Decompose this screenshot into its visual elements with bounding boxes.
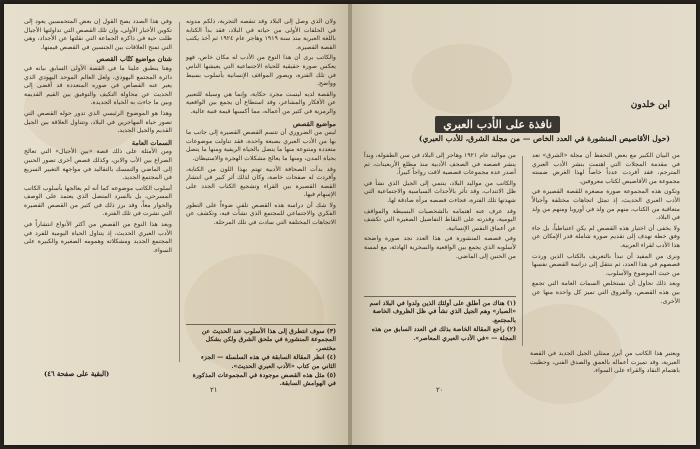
- paragraph: وقد بدأت الصحافة الأدبية تهتم بهذا اللون من الكتابة، وأفردت له صفحات خاصة، وكان لذلك أثر كبير في انتشار القصة القصيرة بين القراء وتشجيع الكتاب الجدد على الإسهام فيها.: [186, 165, 336, 199]
- footnote: (١) هناك من أطلق على أولئك الذين ولدوا في البلاد اسم «الصبار» وهم الجيل الذي نشأ في ظل الظروف الخاصة بالمجتمع.: [369, 300, 516, 324]
- left-page-column-right: [186, 18, 336, 318]
- paragraph: وهذا هو الموضوع الرئيسي الذي تدور حوله القصص التي تصور حياة المهاجرين في البلاد، وتتناول العلاقة بين الجيل القديم والجيل الجديد.: [24, 109, 172, 135]
- left-page-footnotes: [186, 328, 336, 388]
- right-page: [352, 4, 696, 445]
- paragraph: ومن الأمثلة على ذلك قصة «بين الأجيال» التي تعالج الصراع بين الأب والابن، وكذلك قصص أخرى تصور الحنين إلى الماضي والتمسك بالتقاليد في مواجهة التغيير السريع في المجتمع الجديد.: [24, 148, 172, 182]
- article-author: ابن خلدون: [630, 100, 670, 110]
- left-page: [4, 4, 348, 445]
- right-page-number: ٢٠: [436, 386, 444, 394]
- paragraph: والكاتب يرى أن هذا النوع من الأدب له مكان خاص، فهو يعكس صورة حقيقية للحياة الاجتماعية التي يعيشها الناس في تلك الفترة، ويصور المواقف الإنسانية بأسلوب بسيط وواضح.: [186, 54, 336, 88]
- paragraph: وفي هذا الصدد يصح القول إن بعض المتحمسين يعود إلى تكوين الأخبار الأولى، وإن تلك القصص التي تداولتها الأجيال ظلت حية في ذاكرة الجماعة التي نقلتها عن الأجداد، وهي التي تمنح العلاقات بين الجنسين في القصص قيمتها.: [24, 18, 172, 51]
- right-page-column-left: [364, 152, 516, 292]
- paragraph: وفي قصصه المنشورة في هذا العدد نجد صورة واضحة لأسلوبه الذي يجمع بين الواقعية والسخرية الهادئة، مع لمسة من الحنين إلى الماضي.: [364, 235, 516, 260]
- paragraph: وقد عرف عنه اهتمامه بالشخصيات البسيطة والمواقف اليومية، وقدرته على التقاط التفاصيل الصغيرة التي تكشف عن أعماق النفس الإنسانية.: [364, 207, 516, 232]
- paragraph: ليس من الضروري أن تتسم القصص القصيرة إلى جانب ما بها من الأدب العبري بصبغة واحدة، فقد تناولت موضوعات متعددة ومتنوعة منها ما يتصل بالحياة الريفية ومنها ما يتصل بحياة المدن، ومنها ما يعالج مشكلات الهجرة والاستيطان.: [186, 129, 336, 162]
- left-page-number: ٢١: [210, 386, 218, 394]
- footnote: (٣) سوف انتطرق إلى هذا الأسلوب عند الحديث عن المجموعة المنشورة في ملحق الشرق ولكن بشكل مختصر.: [201, 328, 336, 352]
- article-subtitle: (حول الأقاصيص المنشورة في العدد الخاص — من مجلة الشرق، للأدب العبري): [418, 134, 670, 143]
- document-spread: [4, 4, 696, 445]
- paragraph: من البيان الكبير مع بعض التحفظ أن مجلة «الشرق» تعد في مقدمة المجلات التي اهتمت بنشر الأدب العبري المترجم، فقد أفردت عدداً خاصاً لهذا الغرض ضمنته مجموعة من الأقاصيص لكتاب معروفين.: [532, 152, 680, 185]
- paragraph: ولا شك أن دراسة هذه القصص تلقي ضوءاً على التطور الفكري والاجتماعي للمجتمع الذي نشأت فيه، وتكشف عن الاتجاهات المختلفة التي سادت في تلك المرحلة.: [186, 201, 336, 227]
- paragraph: أسلوب الكاتب موضوعه كما أنه لم يعالجها بأسلوب الكاتب المسرحي، بل بالسرد المتصل الذي يعتمد على الوصف والحوار معاً، وقد برز ذلك في كثير من القصص القصيرة التي نشرت في تلك الفترة.: [24, 184, 172, 218]
- left-page-column-left: [24, 18, 172, 364]
- footnote: (٤) انظر المقالة السابقة في هذه السلسلة — الجزء الثاني من كتاب «الأدب العبري الحديث».: [201, 354, 336, 370]
- right-page-bottom-text: ويعتبر هذا الكاتب من أبرز ممثلي الجيل الجديد في القصة العبرية، وقد تميزت أعماله بالعمق والصدق الفني، وحظيت باهتمام النقاد والقراء على السواء.: [530, 350, 680, 375]
- paragraph: ولان الذي وصل إلى البلاد وقد تنقصه التجربة، ذلكم مدونه في الحلقات الأولى من حياته في البلاد، فقد بدأ الكتابة باللغة العبرية منذ سنة ١٩١٩ وهاجر عام ١٩٢٤ ثم أخذ يكتب القصة القصيرة.: [186, 18, 336, 51]
- section-heading: مواضيع القصص: [292, 119, 336, 128]
- paragraph: من مواليد عام ١٩٢١ وهاجر إلى البلاد في سن الطفولة، وبدأ ينشر قصصه في الصحف الأدبية منذ مطلع الأربعينات، ثم أصدر عدة مجموعات قصصية لاقت رواجاً كبيراً.: [364, 152, 516, 177]
- right-page-footnotes: [364, 300, 516, 350]
- right-page-column-right: [532, 152, 680, 342]
- paragraph: وبعد ذلك نحاول أن نستخلص السمات العامة التي تجمع بين هذه القصص، والفروق التي تميز كل واحدة منها عن الأخرى.: [532, 280, 680, 305]
- paragraph: ويعد هذا النوع من القصص من أكثر الأنواع انتشاراً في الأدب العبري الحديث، إذ يتناول الحياة اليومية للفرد في المجتمع الجديد ومشكلاته وهمومه الصغيرة والكبيرة على السواء.: [24, 221, 172, 254]
- section-heading: السمات العامة: [131, 138, 172, 147]
- footnote: (٥) مثل هذه القصص موجودة في المجموعات المذكورة في الهوامش السابقة.: [192, 372, 336, 388]
- section-heading: شتان مواضيع كتّاب القصص: [96, 55, 172, 64]
- article-title: نافذة على الأدب العبري: [435, 116, 560, 133]
- paragraph: وهنا ينطبق علينا ما في القصة الأولى السابق بيانه في دائرة المجتمع اليهودي، ولعل العالم الموحد اليهودي الذي يعبر عنه القصاص في صوره المتعددة قد أفضى إلى الحديث عن محاولة التكيف والتوفيق بين القيم القديمة وبين ما جاءت به الحياة الجديدة.: [24, 64, 172, 107]
- paragraph: والقصة لديه ليست مجرد حكاية، وإنما هي وسيلة للتعبير عن الأفكار والمشاعر، وقد استطاع أن يجمع بين الواقعية والرمزية في كثير من أعماله، مما أكسبها قيمة فنية عالية.: [186, 90, 336, 115]
- continued-note: (البقية على صفحة ٤٦): [44, 370, 110, 378]
- paragraph: ولا يخفى أن اختيار هذه القصص لم يكن اعتباطياً، بل جاء وفق خطة تهدف إلى تقديم صورة شاملة قدر الإمكان عن هذا الأدب لقراء العربية.: [532, 224, 680, 249]
- paragraph: ونرى من المفيد أن نبدأ بالتعريف بالكتاب الذين وردت قصصهم في هذا العدد، ثم ننتقل إلى دراسة القصص نفسها من حيث الموضوع والأسلوب.: [532, 252, 680, 277]
- footnote: (٢) راجع المقالة الخاصة بذلك في العدد السابق من هذه المجلة — «في الأدب العبري المعاصر».: [371, 326, 516, 342]
- paragraph: والكاتب من مواليد البلاد، ينتمي إلى الجيل الذي نشأ في ظل الانتداب، وقد تأثر بالأحداث السياسية والاجتماعية التي شهدتها تلك الفترة، فجاءت قصصه مرآة صادقة لها.: [364, 179, 516, 204]
- paragraph: وتكون هذه المجموعة صورة مصغرة للقصة القصيرة في الأدب العبري الحديث، إذ تمثل اتجاهات مختلفة وأجيالاً متعاقبة من الكتاب، منهم من ولد في أوروبا ومنهم من ولد في البلاد.: [532, 188, 680, 222]
